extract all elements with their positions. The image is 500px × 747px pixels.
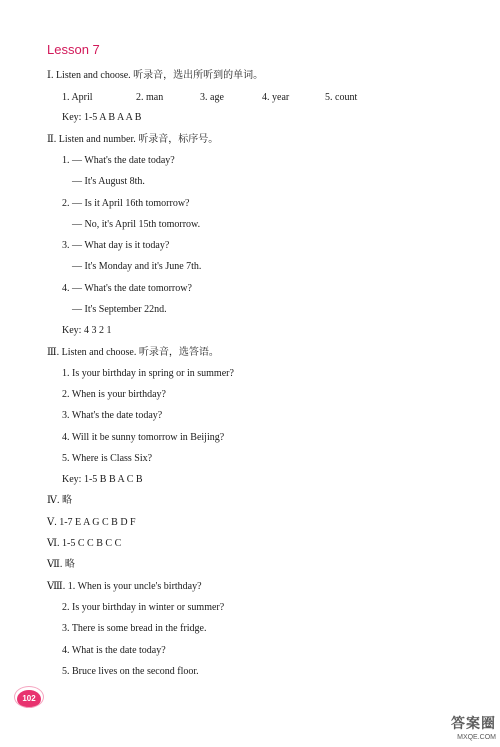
dialogue-3-question: 3. — What day is it today?: [62, 240, 170, 251]
section-2-heading: Ⅱ. Listen and number. 听录音，标序号。: [47, 134, 219, 145]
word-option-1: 1. April: [62, 92, 93, 103]
section-3-item-5: 5. Where is Class Six?: [62, 453, 153, 464]
page-number-badge: 102: [17, 690, 41, 708]
section-3-heading: Ⅲ. Listen and choose. 听录音，选答语。: [47, 347, 219, 358]
section-3-item-2: 2. When is your birthday?: [62, 389, 166, 400]
section-8-item-2: 2. Is your birthday in winter or summer?: [62, 602, 225, 613]
section-1-heading: Ⅰ. Listen and choose. 听录音，选出所听到的单词。: [47, 70, 264, 81]
section-3-item-3: 3. What's the date today?: [62, 410, 163, 421]
watermark-logo: [451, 713, 496, 741]
dialogue-3-answer: — It's Monday and it's June 7th.: [72, 261, 202, 272]
word-option-2: 2. man: [136, 92, 164, 103]
section-6: Ⅵ. 1-5 C C B C C: [47, 538, 122, 549]
section-2-key: Key: 4 3 2 1: [62, 325, 112, 336]
dialogue-4-question: 4. — What's the date tomorrow?: [62, 283, 192, 294]
word-option-5: 5. count: [325, 92, 358, 103]
dialogue-4-answer: — It's September 22nd.: [72, 304, 167, 315]
watermark-main-text: 答案圈: [451, 715, 496, 731]
dialogue-2-question: 2. — Is it April 16th tomorrow?: [62, 198, 190, 209]
section-5: Ⅴ. 1-7 E A G C B D F: [47, 517, 136, 528]
section-4: Ⅳ. 略: [47, 495, 72, 506]
dialogue-2-answer: — No, it's April 15th tomorrow.: [72, 219, 201, 230]
section-1-key: Key: 1-5 A B A A B: [62, 112, 142, 123]
watermark-sub-text: MXQE.COM: [457, 734, 496, 741]
dialogue-1-answer: — It's August 8th.: [72, 176, 145, 187]
section-8-item-4: 4. What is the date today?: [62, 645, 166, 656]
section-3-key: Key: 1-5 B B A C B: [62, 474, 143, 485]
section-8-item-5: 5. Bruce lives on the second floor.: [62, 666, 199, 677]
word-option-3: 3. age: [200, 92, 224, 103]
section-7: Ⅶ. 略: [47, 559, 75, 570]
section-8-item-3: 3. There is some bread in the fridge.: [62, 623, 207, 634]
section-3-item-1: 1. Is your birthday in spring or in summer?: [62, 368, 234, 379]
word-option-4: 4. year: [262, 92, 290, 103]
lesson-title: Lesson 7: [47, 42, 100, 57]
section-8-item-1: Ⅷ. 1. When is your uncle's birthday?: [47, 581, 202, 592]
dialogue-1-question: 1. — What's the date today?: [62, 155, 175, 166]
section-3-item-4: 4. Will it be sunny tomorrow in Beijing?: [62, 432, 225, 443]
